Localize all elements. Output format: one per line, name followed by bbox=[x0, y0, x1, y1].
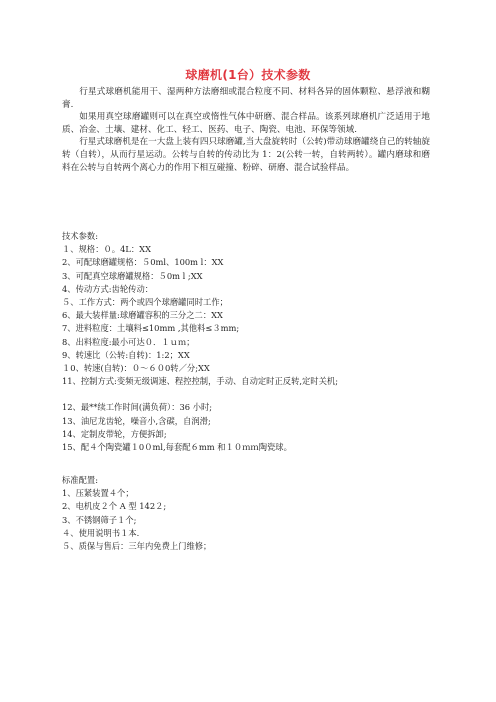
intro-paragraph: 行星式球磨机是在一大盘上装有四只球磨罐,当大盘旋转时（公转)带动球磨罐绕自己的转轴旋转（自转），从而行星运动。公转与自转的传动比为 1：2(公转一转，自转两转）。罐内磨球和磨料在公转与自转两个离心力的作用下相互碰撞、粉碎、研磨、混合试验样品。 bbox=[62, 137, 430, 173]
spec-item: 2、可配球磨罐规格：５0ml、100m l：XX bbox=[62, 257, 224, 268]
specs-list bbox=[62, 243, 430, 454]
spec-item: １、规格：０。4L：XX bbox=[62, 244, 151, 255]
config-heading: 标准配置: bbox=[62, 475, 98, 485]
config-item: 1、压紧装置４个； bbox=[62, 488, 134, 499]
spec-item: 13、油尼龙齿轮，噪音小,含碳，自润滑; bbox=[62, 415, 211, 426]
specs-heading: 技术参数: bbox=[62, 231, 98, 241]
spec-item: 4、传动方式:齿轮传动： bbox=[62, 283, 154, 294]
intro-text bbox=[62, 86, 430, 174]
spec-item: 11、控制方式:变频无级调速、程控控制，手动、自动定时正反转,定时关机; bbox=[62, 376, 338, 387]
intro-paragraph: 行星式球磨机能用干、湿两种方法磨细或混合粒度不同、材料各异的固体颗粒、悬浮液和糊膏. bbox=[62, 87, 430, 110]
spec-item: 8、出料粒度:最小可达０．１ｕｍ； bbox=[62, 336, 195, 347]
document-title: 球磨机(1台）技术参数 bbox=[185, 68, 311, 82]
spec-item: 9、转速比（公转:自转)：1:2；XX bbox=[62, 349, 190, 360]
config-item: 3、不锈钢筛子１个; bbox=[62, 514, 137, 525]
spec-item: 7、进料粒度：土壤料≤10mm ,其他料≤３mm; bbox=[62, 323, 240, 334]
config-section bbox=[62, 474, 430, 553]
config-list bbox=[62, 487, 430, 553]
spec-item: 15、配４个陶瓷罐１0０ml,每套配６mm 和１０ｍｍ陶瓷球。 bbox=[62, 442, 292, 453]
spec-item: 3、可配真空球磨罐规格：５0m l ;XX bbox=[62, 270, 203, 281]
config-item: ５、质保与售后：三年内免费上门维修； bbox=[62, 541, 212, 552]
spec-item: １0、转速(自转)：０～６０0转／分;XX bbox=[62, 363, 210, 374]
intro-paragraph: 如果用真空球磨罐则可以在真空或惰性气体中研磨、混合样品。该系列球磨机广泛适用于地质、冶金、土壤、建材、化工、轻工、医药、电子、陶瓷、电池、环保等领域. bbox=[62, 112, 430, 135]
config-item: 2、电机皮２个 A 型 142２; bbox=[62, 501, 167, 512]
spec-item: ５、工作方式：两个或四个球磨罐同时工作； bbox=[62, 297, 228, 308]
spec-item: 12、最**续工作时间(满负荷）：36 小时; bbox=[62, 402, 213, 413]
specs-section bbox=[62, 230, 430, 454]
spec-item: 6、最大装样量:球磨罐容积的三分之二：XX bbox=[62, 310, 223, 321]
spec-item: 14、定制皮带轮，方便拆卸; bbox=[62, 428, 167, 439]
config-item: ４、使用说明书１本. bbox=[62, 527, 140, 538]
